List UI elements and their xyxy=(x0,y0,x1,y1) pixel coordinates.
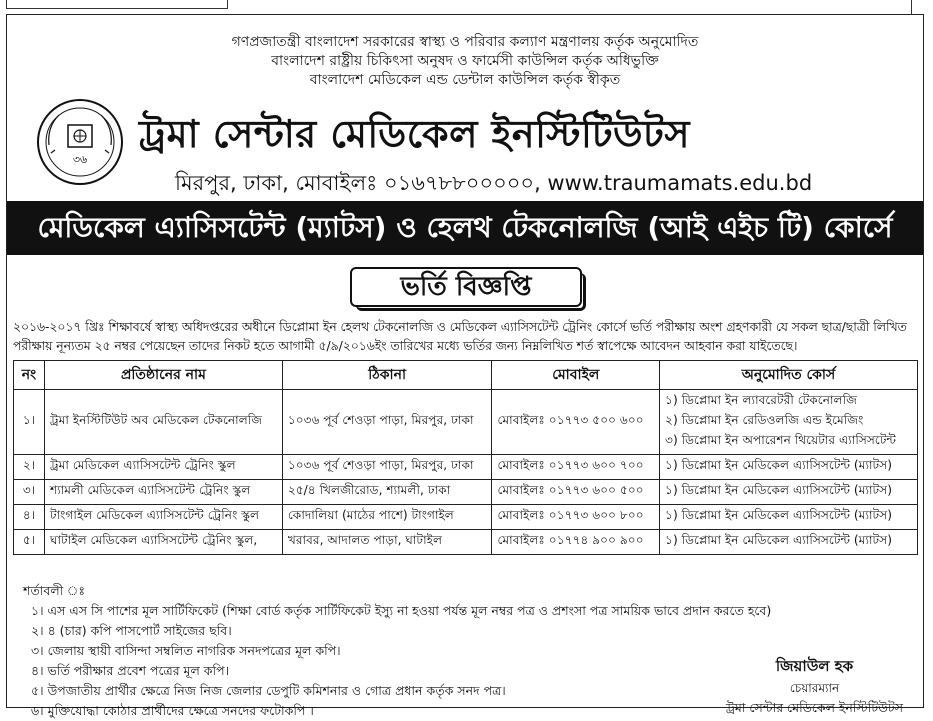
row-address: কোদালিয়া (মাঠের পাশে) টাংগাইল xyxy=(282,505,492,530)
notice-title: ভর্তি বিজ্ঞপ্তি xyxy=(350,267,582,307)
row-mobile: মোবাইলঃ ০১৭৭৩ ৬০০ ৫০০ xyxy=(492,480,660,505)
address-line: মিরপুর, ঢাকা, মোবাইলঃ ০১৬৭৮৮০০০০০, www.traumamats.edu.bd xyxy=(175,171,813,195)
row-mobile: মোবাইলঃ ০১৭৭৪ ৯০০ ৯০০ xyxy=(492,530,660,555)
table-row xyxy=(14,480,918,505)
col-header-courses: অনুমোদিত কোর্স xyxy=(660,361,918,390)
table-row xyxy=(14,455,918,480)
table-row xyxy=(14,390,918,455)
condition-item: ৩। জেলায় স্থায়ী বাসিন্দা সম্বলিত নাগরিক সনদপত্রের মূল কপি। xyxy=(31,643,341,658)
signatory-name: জিয়াউল হক xyxy=(775,657,854,675)
row-name: ঘাটাইল মেডিকেল এ্যাসিসটেন্ট ট্রেনিং স্কুল, xyxy=(45,530,283,555)
col-header-address: ঠিকানা xyxy=(282,361,492,390)
course-item: ২) ডিপ্লোমা ইন রেডিওলজি এন্ড ইমেজিং xyxy=(665,413,864,427)
row-name: ট্রমা মেডিকেল এ্যাসিসটেন্ট ট্রেনিং স্কুল xyxy=(45,455,283,480)
course-item: ১) ডিপ্লোমা ইন মেডিকেল এ্যাসিসটেন্ট (ম্যাটস) xyxy=(665,508,892,522)
row-name: ট্রমা ইনস্টিটিউট অব মেডিকেল টেকনোলজি xyxy=(45,390,283,455)
header-line-3: বাংলাদেশ মেডিকেল এন্ড ডেন্টাল কাউন্সিল কর্তৃক স্বীকৃত xyxy=(309,72,621,88)
condition-item: ৪। ভর্তি পরীক্ষার প্রবেশ পত্রের মূল কপি। xyxy=(31,663,230,678)
row-no: ২। xyxy=(14,455,45,480)
row-address: ২৫/৪ খিলজীরোড, শ্যামলী, ঢাকা xyxy=(282,480,492,505)
row-address: ১০৩৬ পূর্ব শেওড়া পাড়া, মিরপুর, ঢাকা xyxy=(282,390,492,455)
table-row xyxy=(14,505,918,530)
table-header-row xyxy=(14,361,918,390)
row-address: ১০৩৬ পূর্ব শেওড়া পাড়া, মিরপুর, ঢাকা xyxy=(282,455,492,480)
row-courses xyxy=(660,390,918,455)
course-banner: মেডিকেল এ্যাসিসটেন্ট (ম্যাটস) ও হেলথ টেকনোলজি (আই এইচ টি) কোর্সে xyxy=(7,201,923,255)
course-item: ১) ডিপ্লোমা ইন মেডিকেল এ্যাসিসটেন্ট (ম্যাটস) xyxy=(665,458,892,472)
col-header-name: প্রতিষ্ঠানের নাম xyxy=(45,361,283,390)
institute-logo xyxy=(35,97,125,187)
condition-item: ২। ৪ (চার) কপি পাসপোর্ট সাইজের ছবি। xyxy=(31,623,232,638)
row-mobile: মোবাইলঃ ০১৭৭৩ ৬০০ ৭০০ xyxy=(492,455,660,480)
conditions xyxy=(23,581,772,721)
row-address: খরাবর, আদালত পাড়া, ঘাটাইল xyxy=(282,530,492,555)
row-name: টাংগাইল মেডিকেল এ্যাসিসটেন্ট ট্রেনিং স্কুল xyxy=(45,505,283,530)
row-courses xyxy=(660,530,918,555)
row-name: শ্যামলী মেডিকেল এ্যাসিসটেন্ট ট্রেনিং স্কুল xyxy=(45,480,283,505)
conditions-heading: শর্তাবলী ঃ xyxy=(23,583,86,598)
table-row xyxy=(14,530,918,555)
logo-number: ৩৬ xyxy=(72,153,88,166)
row-mobile: মোবাইলঃ ০১৭৭৩ ৬০০ ৮০০ xyxy=(492,505,660,530)
course-item: ১) ডিপ্লোমা ইন ল্যাবরেটরী টেকনোলজি xyxy=(665,393,857,407)
row-no: ৫। xyxy=(14,530,45,555)
header-line-2: বাংলাদেশ রাষ্ট্রীয় চিকিৎসা অনুষদ ও ফার্মেসী কাউন্সিল কর্তৃক অধিভুক্তি xyxy=(271,53,659,69)
row-no: ৩। xyxy=(14,480,45,505)
course-item: ১) ডিপ্লোমা ইন মেডিকেল এ্যাসিসটেন্ট (ম্যাটস) xyxy=(665,483,892,497)
intro-text: ২০১৬-২০১৭ খ্রিঃ শিক্ষাবর্ষে স্বাস্থ্য অধিদপ্তরের অধীনে ডিপ্লোমা ইন হেলথ টেকনোলজি ও মেডিকেল এ্যাসিসটেন্ট ট্রেনিং কোর্সে ভর্তি পরীক্ষায় অংশ গ্রহণকারী যে সকল ছাত্র/ছাত্রী লিখিত পরীক্ষায় নূন্যতম ২৫ নম্বর পেয়েছেন তাদের নিকট হতে আগামী ৫/৯/২০১৬ইং তারিখের মধ্যে ভর্তির জন্য নিম্নলিখিত শর্ত স্বাপেক্ষে আবেদন আহবান করা যাইতেছে। xyxy=(13,320,907,353)
signatory-role: চেয়ারম্যান xyxy=(789,681,840,695)
header-line-1: গণপ্রজাতন্ত্রী বাংলাদেশ সরকারের স্বাস্থ্য ও পরিবার কল্যাণ মন্ত্রণালয় কর্তৃক অনুমোদিত xyxy=(231,34,699,50)
top-strip xyxy=(0,0,933,12)
row-courses xyxy=(660,505,918,530)
col-header-mobile: মোবাইল xyxy=(492,361,660,390)
row-courses xyxy=(660,480,918,505)
course-item: ৩) ডিপ্লোমা ইন অপারেশন থিয়েটার এ্যাসিসটেন্ট xyxy=(665,433,897,447)
top-strip-box xyxy=(6,0,228,9)
condition-item: ৫। উপজাতীয় প্রার্থীর ক্ষেত্রে নিজ নিজ জেলার ডেপুটি কমিশনার ও গোত্র প্রধান কর্তৃক সনদ পত্র। xyxy=(31,683,506,698)
advertisement xyxy=(6,14,924,718)
condition-item: ১। এস এস সি পাশের মূল সার্টিফিকেট (শিক্ষা বোর্ড কর্তৃক সার্টিফিকেট ইস্যু না হওয়া পর্যন্ত মূল নম্বর পত্র ও প্রশংসা পত্র সাময়িক ভাবে প্রদান করতে হবে) xyxy=(31,603,772,618)
course-item: ১) ডিপ্লোমা ইন মেডিকেল এ্যাসিসটেন্ট (ম্যাটস) xyxy=(665,533,892,547)
row-no: ৪। xyxy=(14,505,45,530)
top-strip-divider xyxy=(911,0,912,14)
signatory-org: ট্রমা সেন্টার মেডিকেল ইনস্টিটিউটস xyxy=(726,700,903,715)
signature-block xyxy=(707,655,922,720)
institute-title: ট্রমা সেন্টার মেডিকেল ইনস্টিটিউটস xyxy=(139,112,690,156)
row-courses xyxy=(660,455,918,480)
row-no: ১। xyxy=(14,390,45,455)
approval-header xyxy=(7,33,923,90)
row-mobile: মোবাইলঃ ০১৭৭৩ ৫০০ ৬০০ xyxy=(492,390,660,455)
condition-item: ৬। মুক্তিযোদ্ধা কোঠার প্রার্থীদের ক্ষেত্রে সনদের ফটোকপি । xyxy=(31,703,314,718)
col-header-no: নং xyxy=(14,361,45,390)
institutes-table xyxy=(13,360,918,555)
